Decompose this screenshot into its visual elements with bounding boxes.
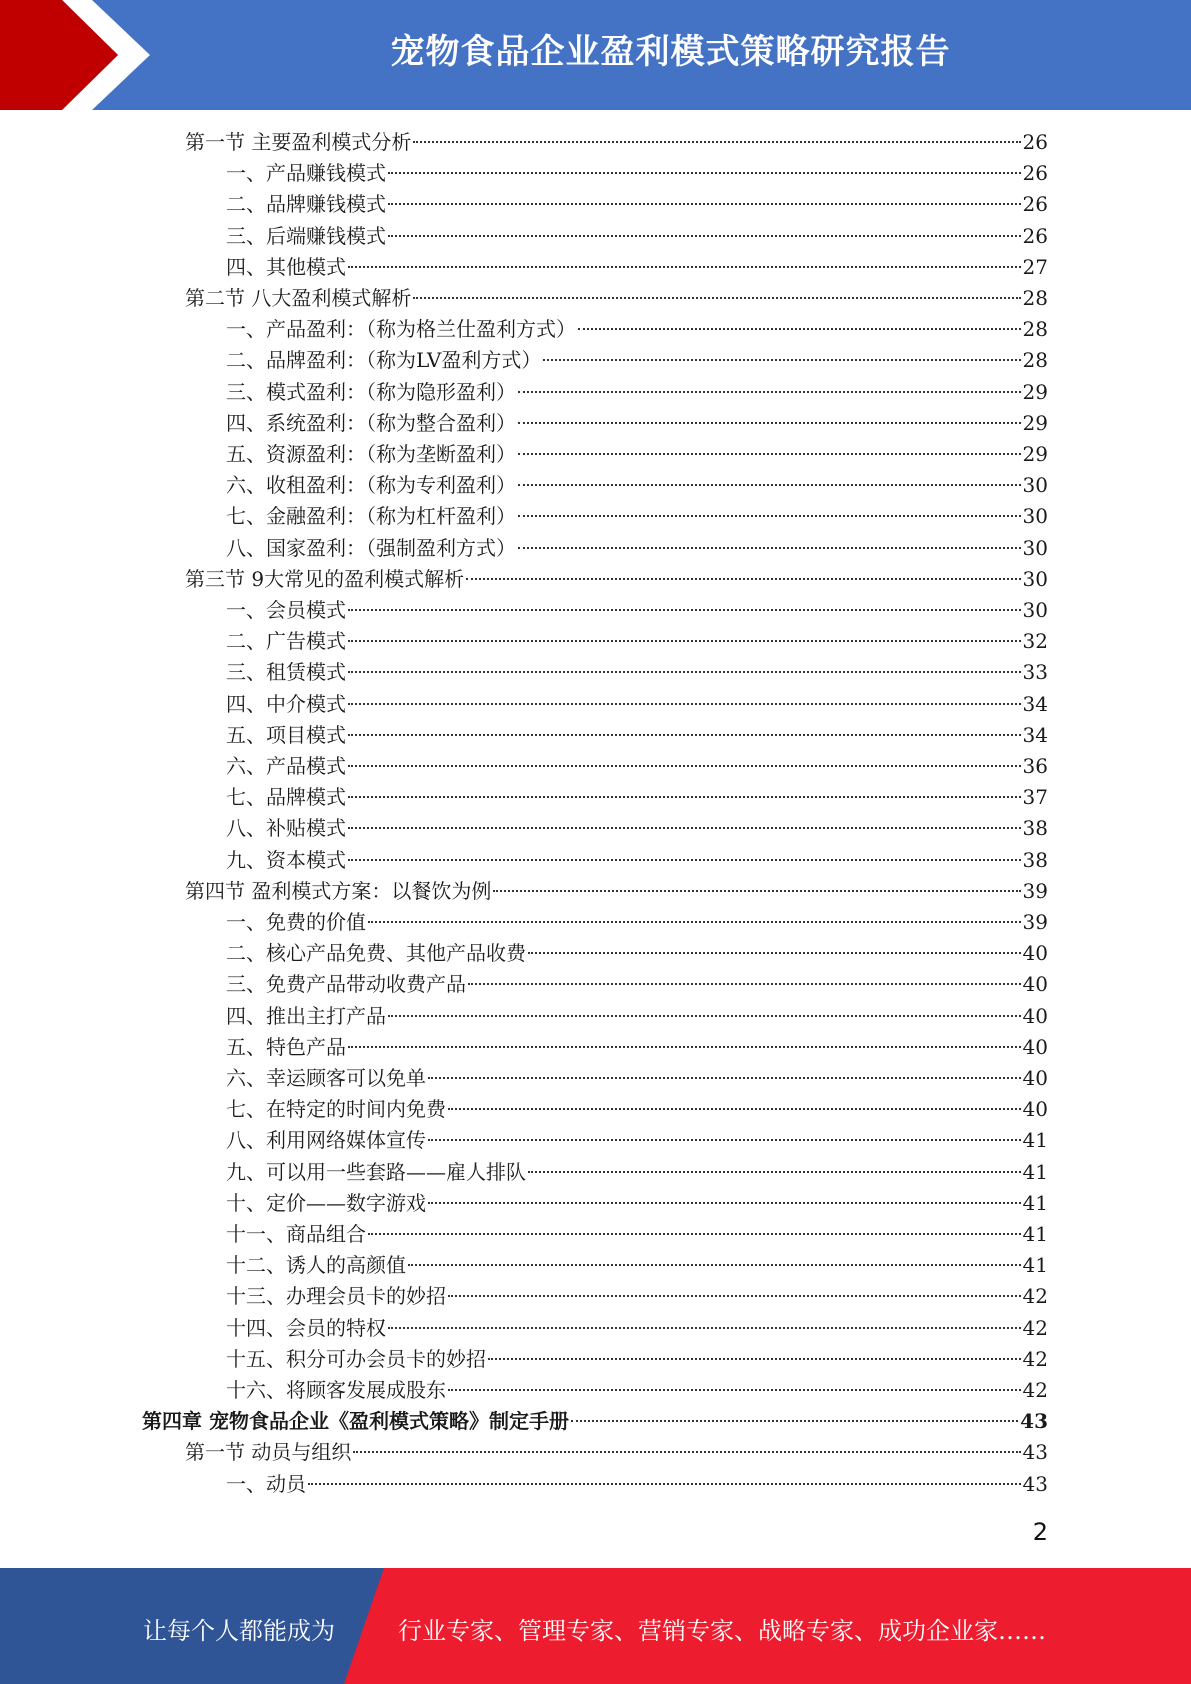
toc-entry[interactable]	[226, 1344, 1048, 1375]
toc-entry-page: 42	[1022, 1378, 1048, 1402]
toc-entry-label: 四、其他模式	[226, 254, 346, 279]
toc-entry-label: 十一、商品组合	[226, 1222, 366, 1246]
toc-entry-label: 六、幸运顾客可以免单	[226, 1066, 426, 1090]
toc-entry[interactable]	[226, 158, 1048, 189]
toc-entry-page: 38	[1022, 847, 1048, 872]
toc-entry-label: 第三节 9大常见的盈利模式解析	[185, 566, 465, 591]
toc-dot-leader	[348, 639, 1021, 642]
toc-dot-leader	[518, 514, 1021, 517]
toc-entry-page: 40	[1022, 1034, 1048, 1059]
toc-dot-leader	[518, 390, 1021, 393]
toc-entry[interactable]	[226, 969, 1048, 1000]
toc-entry-page: 41	[1022, 1190, 1048, 1215]
toc-entry[interactable]	[226, 689, 1048, 720]
toc-entry-label: 第二节 八大盈利模式解析	[185, 286, 412, 310]
toc-entry-page: 29	[1022, 442, 1048, 466]
page-header	[0, 0, 1191, 110]
toc-entry[interactable]	[226, 1219, 1048, 1250]
toc-entry-label: 十、定价——数字游戏	[226, 1190, 426, 1215]
toc-dot-leader	[413, 140, 1020, 143]
toc-entry-page: 42	[1022, 1346, 1048, 1371]
toc-entry-page: 26	[1022, 130, 1048, 154]
toc-entry-page: 28	[1022, 348, 1048, 373]
toc-dot-leader	[353, 1450, 1020, 1453]
toc-entry[interactable]	[142, 1406, 1048, 1437]
toc-dot-leader	[518, 452, 1021, 455]
toc-dot-leader	[428, 1201, 1021, 1204]
toc-entry-label: 三、免费产品带动收费产品	[226, 972, 466, 997]
toc-entry[interactable]	[226, 314, 1048, 345]
toc-entry[interactable]	[226, 751, 1048, 782]
header-chevron-graphic	[0, 0, 160, 110]
toc-dot-leader	[368, 1232, 1021, 1235]
toc-entry-page: 41	[1022, 1222, 1048, 1246]
toc-entry[interactable]	[185, 127, 1048, 158]
toc-entry-label: 三、后端赚钱模式	[226, 223, 386, 248]
toc-entry-page: 41	[1022, 1159, 1048, 1184]
toc-entry-label: 四、中介模式	[226, 691, 346, 716]
toc-dot-leader	[448, 1107, 1021, 1110]
toc-entry-label: 第一节 动员与组织	[185, 1440, 352, 1465]
page-number: 2	[1032, 1518, 1048, 1546]
toc-entry-page: 29	[1022, 379, 1048, 404]
toc-dot-leader	[348, 670, 1021, 673]
toc-entry[interactable]	[226, 907, 1048, 938]
toc-dot-leader	[466, 577, 1020, 580]
toc-dot-leader	[348, 702, 1021, 705]
toc-entry-page: 43	[1022, 1440, 1048, 1465]
toc-entry-page: 28	[1022, 286, 1048, 310]
toc-entry-label: 六、产品模式	[226, 754, 346, 778]
toc-entry-page: 30	[1022, 598, 1048, 622]
toc-entry[interactable]	[185, 876, 1048, 907]
toc-entry-label: 十三、办理会员卡的妙招	[226, 1284, 446, 1309]
toc-entry[interactable]	[226, 782, 1048, 813]
toc-entry-label: 十二、诱人的高颜值	[226, 1253, 406, 1278]
toc-entry-page: 28	[1022, 317, 1048, 342]
toc-entry[interactable]	[226, 1250, 1048, 1281]
toc-entry-page: 36	[1022, 754, 1048, 778]
toc-entry[interactable]	[226, 938, 1048, 969]
toc-entry-page: 38	[1022, 816, 1048, 841]
toc-entry[interactable]	[226, 845, 1048, 876]
toc-dot-leader	[348, 764, 1021, 767]
toc-entry-page: 26	[1022, 161, 1048, 186]
toc-entry-label: 五、特色产品	[226, 1034, 346, 1059]
toc-dot-leader	[428, 1076, 1021, 1079]
toc-entry-label: 四、系统盈利：（称为整合盈利）	[226, 410, 516, 435]
toc-entry-label: 一、免费的价值	[226, 910, 366, 934]
toc-entry[interactable]	[226, 1313, 1048, 1344]
toc-entry-page: 39	[1022, 878, 1048, 903]
toc-entry[interactable]	[226, 470, 1048, 501]
toc-entry[interactable]	[226, 533, 1048, 564]
toc-entry-page: 34	[1022, 691, 1048, 716]
toc-entry[interactable]	[226, 626, 1048, 657]
toc-entry[interactable]	[226, 1157, 1048, 1188]
toc-entry-label: 六、收租盈利：（称为专利盈利）	[226, 473, 516, 498]
toc-dot-leader	[388, 234, 1021, 237]
toc-entry[interactable]	[226, 1094, 1048, 1125]
toc-entry[interactable]	[226, 439, 1048, 470]
toc-entry-page: 37	[1022, 785, 1048, 810]
toc-entry[interactable]	[226, 252, 1048, 283]
toc-dot-leader	[348, 1045, 1021, 1048]
footer-slogan-right: 行业专家、管理专家、营销专家、战略专家、成功企业家……	[398, 1617, 1046, 1645]
toc-entry[interactable]	[226, 501, 1048, 532]
toc-entry-label: 十五、积分可办会员卡的妙招	[226, 1346, 486, 1371]
toc-entry-page: 42	[1022, 1284, 1048, 1309]
toc-entry-page: 34	[1022, 722, 1048, 747]
toc-entry-page: 40	[1022, 1066, 1048, 1090]
toc-entry[interactable]	[185, 1437, 1048, 1468]
toc-entry-page: 42	[1022, 1315, 1048, 1340]
toc-entry-label: 八、补贴模式	[226, 816, 346, 841]
toc-dot-leader	[388, 171, 1021, 174]
toc-entry-label: 九、资本模式	[226, 847, 346, 872]
toc-entry-label: 十四、会员的特权	[226, 1315, 386, 1340]
toc-entry-page: 26	[1022, 223, 1048, 248]
toc-entry-page: 43	[1022, 1471, 1048, 1496]
toc-dot-leader	[518, 546, 1021, 549]
toc-dot-leader	[408, 1263, 1021, 1266]
toc-dot-leader	[388, 1014, 1021, 1017]
toc-entry[interactable]	[226, 595, 1048, 626]
toc-entry-page: 29	[1022, 410, 1048, 435]
toc-dot-leader	[543, 358, 1020, 361]
toc-dot-leader	[528, 1170, 1021, 1173]
toc-dot-leader	[448, 1294, 1021, 1297]
toc-entry-label: 十六、将顾客发展成股东	[226, 1378, 446, 1402]
toc-entry[interactable]	[226, 813, 1048, 844]
toc-entry-page: 41	[1022, 1253, 1048, 1278]
toc-dot-leader	[413, 296, 1020, 299]
toc-entry[interactable]	[226, 1032, 1048, 1063]
toc-entry-page: 40	[1022, 941, 1048, 966]
toc-dot-leader	[348, 795, 1021, 798]
toc-dot-leader	[493, 889, 1020, 892]
toc-entry-page: 26	[1022, 192, 1048, 217]
toc-dot-leader	[488, 1357, 1021, 1360]
page-footer	[0, 1568, 1191, 1684]
toc-entry[interactable]	[226, 720, 1048, 751]
toc-entry-label: 二、核心产品免费、其他产品收费	[226, 941, 526, 966]
toc-entry[interactable]	[226, 1375, 1048, 1406]
toc-entry-label: 七、品牌模式	[226, 785, 346, 810]
toc-dot-leader	[348, 733, 1021, 736]
toc-entry[interactable]	[226, 345, 1048, 376]
toc-entry[interactable]	[226, 1001, 1048, 1032]
toc-entry-label: 第四节 盈利模式方案：以餐饮为例	[185, 878, 492, 903]
toc-entry-label: 二、品牌盈利：（称为LV盈利方式）	[226, 348, 542, 373]
toc-entry-label: 五、资源盈利：（称为垄断盈利）	[226, 442, 516, 466]
toc-entry[interactable]	[226, 657, 1048, 688]
toc-entry-label: 五、项目模式	[226, 722, 346, 747]
toc-entry-label: 二、品牌赚钱模式	[226, 192, 386, 217]
toc-entry-label: 一、会员模式	[226, 598, 346, 622]
toc-dot-leader	[468, 982, 1021, 985]
toc-entry-label: 三、模式盈利：（称为隐形盈利）	[226, 379, 516, 404]
toc-entry[interactable]	[226, 1063, 1048, 1094]
toc-entry-label: 七、在特定的时间内免费	[226, 1097, 446, 1122]
toc-entry-page: 40	[1022, 972, 1048, 997]
toc-dot-leader	[388, 1326, 1021, 1329]
toc-entry[interactable]	[185, 283, 1048, 314]
toc-entry-page: 39	[1022, 910, 1048, 934]
toc-entry-label: 八、利用网络媒体宣传	[226, 1128, 426, 1153]
toc-dot-leader	[368, 920, 1021, 923]
toc-entry-page: 43	[1020, 1409, 1048, 1434]
toc-entry-label: 三、租赁模式	[226, 660, 346, 685]
toc-entry[interactable]	[226, 221, 1048, 252]
toc-entry-page: 40	[1022, 1003, 1048, 1028]
toc-entry-page: 40	[1022, 1097, 1048, 1122]
toc-dot-leader	[388, 202, 1021, 205]
toc-dot-leader	[348, 265, 1021, 268]
footer-slogan-left: 让每个人都能成为	[143, 1617, 335, 1645]
toc-dot-leader	[528, 951, 1021, 954]
toc-entry-page: 30	[1022, 566, 1048, 591]
toc-dot-leader	[518, 483, 1021, 486]
toc-entry[interactable]	[226, 1281, 1048, 1312]
toc-entry[interactable]	[226, 1188, 1048, 1219]
toc-dot-leader	[448, 1388, 1021, 1391]
toc-entry-page: 41	[1022, 1128, 1048, 1153]
toc-dot-leader	[571, 1419, 1018, 1422]
toc-dot-leader	[518, 421, 1021, 424]
toc-entry-page: 27	[1022, 254, 1048, 279]
toc-entry-label: 一、产品盈利：（称为格兰仕盈利方式）	[226, 317, 576, 342]
toc-entry-page: 32	[1022, 629, 1048, 654]
toc-dot-leader	[348, 826, 1021, 829]
toc-dot-leader	[308, 1482, 1021, 1485]
toc-entry[interactable]	[185, 564, 1048, 595]
toc-entry-label: 八、国家盈利：（强制盈利方式）	[226, 535, 516, 560]
toc-dot-leader	[348, 608, 1021, 611]
toc-entry[interactable]	[226, 408, 1048, 439]
toc-entry-label: 四、推出主打产品	[226, 1003, 386, 1028]
toc-entry-page: 30	[1022, 504, 1048, 529]
toc-entry-page: 30	[1022, 535, 1048, 560]
toc-entry-label: 二、广告模式	[226, 629, 346, 654]
toc-entry-label: 第一节 主要盈利模式分析	[185, 130, 412, 154]
toc-entry-label: 第四章 宠物食品企业《盈利模式策略》制定手册	[142, 1409, 569, 1434]
toc-entry-label: 一、产品赚钱模式	[226, 161, 386, 186]
toc-entry-label: 九、可以用一些套路——雇人排队	[226, 1159, 526, 1184]
toc-entry-label: 七、金融盈利：（称为杠杆盈利）	[226, 504, 516, 529]
toc-entry[interactable]	[226, 1469, 1048, 1500]
toc-entry[interactable]	[226, 377, 1048, 408]
report-title: 宠物食品企业盈利模式策略研究报告	[390, 32, 951, 72]
toc-entry-page: 33	[1022, 660, 1048, 685]
toc-dot-leader	[578, 327, 1021, 330]
toc-entry-label: 一、动员	[226, 1471, 306, 1496]
toc-entry-page: 30	[1022, 473, 1048, 498]
toc-entry[interactable]	[226, 189, 1048, 220]
toc-dot-leader	[348, 858, 1021, 861]
toc-dot-leader	[428, 1138, 1021, 1141]
toc-entry[interactable]	[226, 1125, 1048, 1156]
